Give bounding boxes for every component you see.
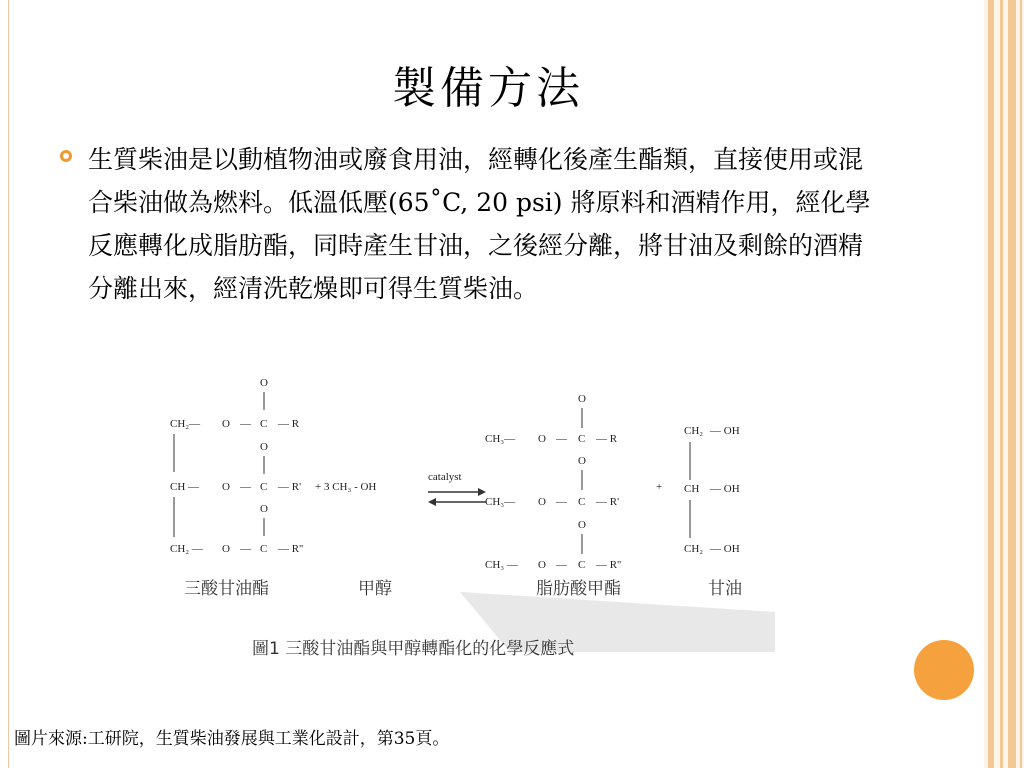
decorative-circle <box>914 640 974 700</box>
svg-text:—: — <box>556 559 567 571</box>
svg-text:C: C <box>578 559 586 571</box>
tri-r3-d: — <box>240 543 251 555</box>
svg-text:CH: CH <box>684 483 700 495</box>
equilibrium-arrows <box>428 471 486 506</box>
svg-text:—: — <box>556 496 567 508</box>
tri-o-top3: O <box>260 503 268 515</box>
svg-text:CH₃—: CH₃— <box>485 433 516 445</box>
svg-text:— OH: — OH <box>710 425 740 437</box>
tri-o-top1: O <box>260 377 268 389</box>
figure-caption: 圖1 三酸甘油酯與甲醇轉酯化的化學反應式 <box>252 639 575 659</box>
tri-r2-c: C <box>260 481 268 493</box>
glycerol-structure <box>684 425 740 555</box>
label-triglyceride: 三酸甘油酯 <box>184 579 269 599</box>
tri-r3-c: C <box>260 543 268 555</box>
image-source: 圖片來源:工研院，生質柴油發展與工業化設計，第35頁。 <box>14 729 450 749</box>
tri-r1-r: — R <box>278 418 300 430</box>
slide-title: 製備方法 <box>392 63 584 114</box>
svg-text:CH₂: CH₂ <box>684 543 704 555</box>
svg-text:C: C <box>578 496 586 508</box>
tri-r3-o: O <box>222 543 230 555</box>
svg-text:O: O <box>578 519 586 531</box>
tri-r1-c: C <box>260 418 268 430</box>
svg-text:— R'': — R'' <box>596 559 622 571</box>
methyl-ester-structure <box>485 393 621 571</box>
label-methyl-ester: 脂肪酸甲酯 <box>536 579 621 599</box>
svg-text:— OH: — OH <box>710 543 740 555</box>
tri-r1-a: CH₂— <box>170 418 201 430</box>
svg-text:CH₃—: CH₃— <box>485 496 516 508</box>
tri-r3-a: CH₂ — <box>170 543 203 555</box>
tri-r3-r: — R'' <box>278 543 304 555</box>
svg-text:O: O <box>538 433 546 445</box>
svg-text:— R': — R' <box>596 496 620 508</box>
svg-text:O: O <box>578 393 586 405</box>
triglyceride-structure <box>170 377 303 555</box>
methanol-reagent: + 3 CH₃ - OH <box>315 481 377 493</box>
tri-r2-d: — <box>240 481 251 493</box>
bullet-icon <box>60 150 72 162</box>
svg-text:O: O <box>538 559 546 571</box>
svg-text:CH₃ —: CH₃ — <box>485 559 518 571</box>
body-paragraph: 生質柴油是以動植物油或廢食用油，經轉化後產生酯類，直接使用或混合柴油做為燃料。低溫低壓(65˚C, 20 psi) 將原料和酒精作用，經化學反應轉化成脂肪酯，同時產生甘油，之後經分離，將甘油及剩餘的酒精分離出來，經清洗乾燥即可得生質柴油。 <box>88 145 871 303</box>
catalyst-label: catalyst <box>428 471 462 483</box>
svg-text:O: O <box>538 496 546 508</box>
tri-r1-d: — <box>240 418 251 430</box>
plus-sign: + <box>656 481 663 493</box>
label-methanol: 甲醇 <box>358 579 392 599</box>
svg-text:CH₂: CH₂ <box>684 425 704 437</box>
svg-text:— R: — R <box>596 433 618 445</box>
transesterification-diagram <box>160 372 775 662</box>
svg-text:— OH: — OH <box>710 483 740 495</box>
svg-text:O: O <box>578 455 586 467</box>
label-glycerol: 甘油 <box>708 579 742 599</box>
tri-o-top2: O <box>260 441 268 453</box>
decorative-stripes <box>984 0 1024 768</box>
tri-r2-o: O <box>222 481 230 493</box>
svg-text:C: C <box>578 433 586 445</box>
svg-text:—: — <box>556 433 567 445</box>
tri-r2-a: CH — <box>170 481 200 493</box>
tri-r2-r: — R' <box>278 481 302 493</box>
tri-r1-o: O <box>222 418 230 430</box>
